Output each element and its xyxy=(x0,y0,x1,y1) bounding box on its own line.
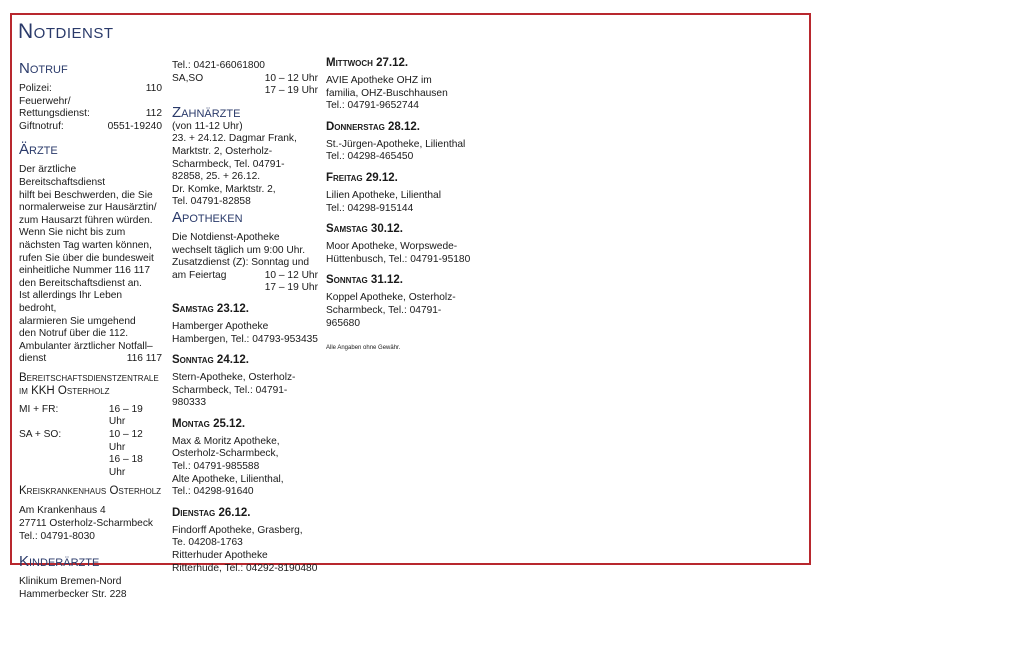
bereitschaft-heading-line1: Bereitschaftsdienstzentrale xyxy=(19,371,159,384)
text-line: Te. 04208-1763 xyxy=(172,537,243,549)
text-line: Alte Apotheke, Lilienthal, xyxy=(172,473,284,485)
bereitschaft-row xyxy=(19,404,162,429)
text-line: Ritterhude, Tel.: 04292-8190480 xyxy=(172,562,318,574)
bereitschaft-heading-line2: im KKH Osterholz xyxy=(19,384,110,397)
notruf-label: Feuerwehr/ xyxy=(19,95,71,107)
text-line: Findorff Apotheke, Grasberg, xyxy=(172,524,303,536)
text-line: Dr. Komke, Marktstr. 2, xyxy=(172,183,276,195)
text-line: Hüttenbusch, Tel.: 04791-95180 xyxy=(326,253,471,265)
day-heading: Samstag 23.12. xyxy=(172,302,249,315)
krankenhaus-heading: Kreiskrankenhaus Osterholz xyxy=(19,485,162,498)
text-line: Hamberger Apotheke xyxy=(172,320,269,332)
hours-row xyxy=(172,282,318,295)
text-line: den Bereitschaftsdienst an. xyxy=(19,277,142,289)
disclaimer: Alle Angaben ohne Gewähr. xyxy=(326,345,401,352)
notruf-label: Rettungsdienst: xyxy=(19,108,90,120)
bereitschaft-value: 10 – 12 Uhr xyxy=(108,429,143,453)
bereitschaft-value: 16 – 19 Uhr xyxy=(108,403,143,428)
column-1 xyxy=(19,60,162,601)
text-line: Klinikum Bremen-Nord xyxy=(19,576,122,588)
text-line: Tel.: 04298-915144 xyxy=(326,202,414,214)
text-line: AVIE Apotheke OHZ im xyxy=(326,75,432,86)
day-heading: Montag 25.12. xyxy=(172,417,246,430)
text-line: Ritterhuder Apotheke xyxy=(172,550,268,562)
bereitschaft-label: SA + SO: xyxy=(19,429,62,441)
notruf-row xyxy=(19,83,162,96)
text-line: Ist allerdings Ihr Leben bedroht, xyxy=(19,290,123,314)
text-line: Tel. 04791-82858 xyxy=(172,196,251,208)
text-line: Tel.: 04791-9652744 xyxy=(326,100,419,112)
text-line: Marktstr. 2, Osterholz- xyxy=(172,145,273,157)
column-3 xyxy=(326,57,474,358)
text-line: Wenn Sie nicht bis zum xyxy=(19,227,126,239)
text-line: Max & Moritz Apotheke, xyxy=(172,435,280,447)
text-line: Tel.: 04298-91640 xyxy=(172,486,254,498)
notruf-label: Giftnotruf: xyxy=(19,120,64,132)
text-line: Am Krankenhaus 4 xyxy=(19,505,106,517)
text-line: Moor Apotheke, Worpswede- xyxy=(326,241,458,253)
aerzte-text xyxy=(19,164,162,366)
text-line: (von 11-12 Uhr) xyxy=(172,120,243,132)
text-line: einheitliche Nummer 116 117 xyxy=(19,265,150,277)
text-line: zum Hausarzt führen würden. xyxy=(19,214,153,226)
column-2 xyxy=(172,60,318,575)
hours-value: 10 – 12 Uhr xyxy=(264,72,318,84)
aerzte-heading: Ärzte xyxy=(19,141,58,159)
text-line: Tel.: 0421-66061800 xyxy=(172,60,265,71)
notruf-row xyxy=(19,108,162,121)
text-line: 23. + 24.12. Dagmar Frank, xyxy=(172,133,297,145)
text-line: Scharmbeck, Tel. 04791- xyxy=(172,158,285,170)
text-line: familia, OHZ-Buschhausen xyxy=(326,87,448,99)
day-heading: Dienstag 26.12. xyxy=(172,506,251,519)
notruf-value: 112 xyxy=(145,108,162,120)
hours-value: 10 – 12 Uhr xyxy=(264,269,318,281)
text-line: Tel.: 04298-465450 xyxy=(326,151,414,163)
text-line: Koppel Apotheke, Osterholz- xyxy=(326,292,456,304)
bereitschaft-heading xyxy=(19,372,162,398)
day-heading: Donnerstag 28.12. xyxy=(326,120,420,133)
hours-value: 17 – 19 Uhr xyxy=(264,282,318,294)
notruf-label: Polizei: xyxy=(19,83,52,94)
notruf-row xyxy=(19,121,162,134)
text-line: den Notruf über die 112. xyxy=(19,328,129,340)
text-line: Scharmbeck, Tel.: 04791-980333 xyxy=(172,384,288,409)
text-line: Hammerbecker Str. 228 xyxy=(19,588,127,600)
text-line: Der ärztliche Bereitschaftsdienst xyxy=(19,164,106,188)
text-line: Stern-Apotheke, Osterholz- xyxy=(172,372,296,384)
text-line: nächsten Tag warten können, xyxy=(19,239,152,251)
apotheken-heading: Apotheken xyxy=(172,208,243,226)
text-line: Lilien Apotheke, Lilienthal xyxy=(326,189,441,201)
bereitschaft-label xyxy=(19,454,109,479)
day-heading: Mittwoch 27.12. xyxy=(326,57,409,69)
zahnaerzte-heading: Zahnärzte xyxy=(172,103,241,121)
aerzte-last-value: 116 117 xyxy=(126,353,162,365)
text-line: Scharmbeck, Tel.: 04791-965680 xyxy=(326,304,442,329)
notruf-value: 110 xyxy=(145,83,162,94)
text-line: 82858, 25. + 26.12. xyxy=(172,171,261,183)
notruf-value: 0551-19240 xyxy=(107,120,162,132)
aerzte-last-label: dienst xyxy=(19,353,47,365)
day-heading: Sonntag 31.12. xyxy=(326,274,403,287)
hours-value: 17 – 19 Uhr xyxy=(264,85,318,97)
day-heading: Sonntag 24.12. xyxy=(172,354,249,367)
notruf-heading: Notruf xyxy=(19,60,68,77)
text-line: alarmieren Sie umgehend xyxy=(19,315,136,327)
text-line: Zusatzdienst (Z): Sonntag und xyxy=(172,257,310,269)
hours-label: SA,SO xyxy=(172,72,204,84)
bereitschaft-row xyxy=(19,429,162,454)
hours-row xyxy=(172,73,318,86)
kinderaerzte-heading: Kinderärzte xyxy=(19,553,100,571)
text-line: Die Notdienst-Apotheke xyxy=(172,231,280,243)
text-line: hilft bei Beschwerden, die Sie xyxy=(19,189,153,201)
bereitschaft-value: 16 – 18 Uhr xyxy=(108,454,143,478)
hours-label: am Feiertag xyxy=(172,269,227,281)
hours-row xyxy=(172,270,318,283)
page-title: Notdienst xyxy=(18,20,114,43)
text-line: wechselt täglich um 9:00 Uhr. xyxy=(172,244,306,256)
text-line: Hambergen, Tel.: 04793-953435 xyxy=(172,333,318,345)
day-heading: Freitag 29.12. xyxy=(326,171,398,184)
bereitschaft-row xyxy=(19,454,162,479)
text-line: Ambulanter ärztlicher Notfall– xyxy=(19,340,153,352)
text-line: Tel.: 04791-8030 xyxy=(19,530,95,542)
text-line: 27711 Osterholz-Scharmbeck xyxy=(19,518,154,530)
bereitschaft-label: MI + FR: xyxy=(19,403,59,415)
hours-row xyxy=(172,85,318,98)
text-line: Tel.: 04791-985588 xyxy=(172,461,260,473)
text-line: Osterholz-Scharmbeck, xyxy=(172,448,279,460)
notruf-row xyxy=(19,96,162,109)
text-line: normalerweise zur Hausärztin/ xyxy=(19,202,157,214)
aerzte-last-row xyxy=(19,353,162,366)
text-line: St.-Jürgen-Apotheke, Lilienthal xyxy=(326,138,466,150)
day-heading: Samstag 30.12. xyxy=(326,223,403,236)
text-line: rufen Sie über die bundesweit xyxy=(19,252,154,264)
